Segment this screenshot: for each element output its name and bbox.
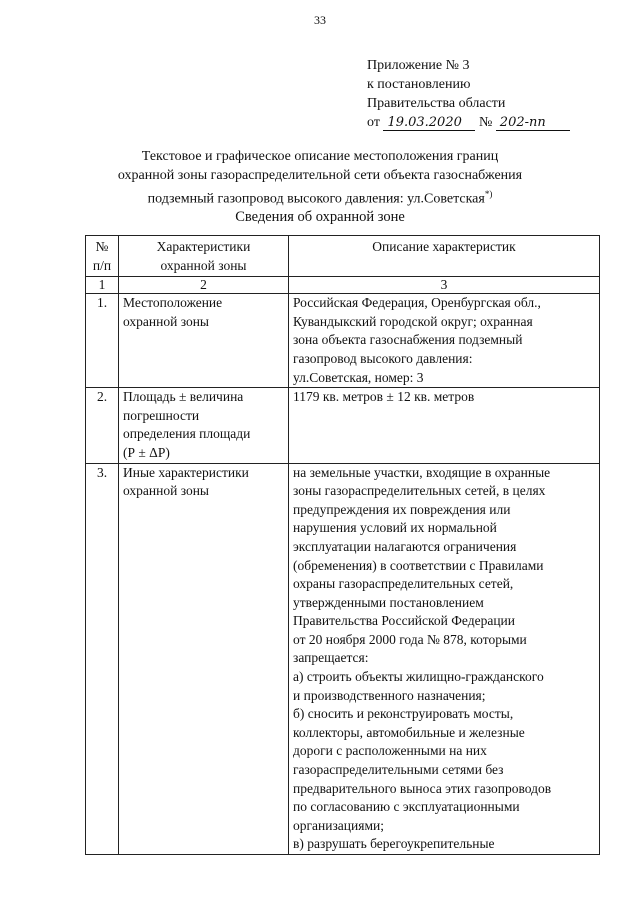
column-number-3: 3 <box>289 277 600 294</box>
appendix-date-line <box>367 113 570 132</box>
row-description: 1179 кв. метров ± 12 кв. метров <box>289 388 600 463</box>
column-number-2: 2 <box>119 277 289 294</box>
column-number-1: 1 <box>86 277 119 294</box>
header-characteristic: Характеристики охранной зоны <box>119 236 289 277</box>
appendix-block <box>367 56 570 132</box>
header-number: № п/п <box>86 236 119 277</box>
header-description: Описание характеристик <box>289 236 600 277</box>
appendix-line-1: Приложение № 3 <box>367 58 470 73</box>
column-number-row <box>86 277 600 294</box>
row-characteristic: Иные характеристики охранной зоны <box>119 463 289 854</box>
footnote-mark: *) <box>484 189 493 199</box>
number-prefix: № <box>478 115 493 130</box>
row-characteristic: Площадь ± величина погрешности определения площади (Р ± ΔР) <box>119 388 289 463</box>
date-prefix: от <box>367 115 380 130</box>
date-value: 19.03.2020 <box>383 116 475 131</box>
protection-zone-table <box>85 235 600 855</box>
row-number: 2. <box>86 388 119 463</box>
row-number: 1. <box>86 294 119 388</box>
row-description: Российская Федерация, Оренбургская обл., Кувандыкский городской округ; охранная зона объекта газоснабжения подземный газопровод высокого давления: ул.Советская, номер: 3 <box>289 294 600 388</box>
table-header-row <box>86 236 600 277</box>
page-number: 33 <box>314 13 326 27</box>
title-line-1: Текстовое и графическое описание местоположения границ <box>141 149 499 164</box>
appendix-line-3: Правительства области <box>367 96 506 111</box>
appendix-line-2: к постановлению <box>367 77 471 92</box>
title-line-3-text: подземный газопровод высокого давления: ул.Советская <box>147 191 485 207</box>
row-description: на земельные участки, входящие в охранные зоны газораспределительных сетей, в целях предупреждения их повреждения или нарушения условий их нормальной эксплуатации налагаются ограничения (обременения) в соответствии с Правилами охраны газораспределительных сетей, утвержденными постановлением Правительства Российской Федерации от 20 ноября 2000 года № 878, которыми запрещается: а) строить объекты жилищно-гражданского и производственного назначения; б) сносить и реконструировать мосты, коллекторы, автомобильные и железные дороги с расположенными на них газораспределительными сетями без предварительного выноса этих газопроводов по согласованию с эксплуатационными организациями; в) разрушать берегоукрепительные <box>289 463 600 854</box>
document-title <box>90 147 550 209</box>
row-characteristic: Местоположение охранной зоны <box>119 294 289 388</box>
table-row <box>86 294 600 388</box>
number-value: 202-пп <box>496 116 570 131</box>
title-line-2: охранной зоны газораспределительной сети объекта газоснабжения <box>117 168 523 183</box>
table-row <box>86 463 600 854</box>
document-subtitle: Сведения об охранной зоне <box>235 209 405 225</box>
row-number: 3. <box>86 463 119 854</box>
table-row <box>86 388 600 463</box>
title-line-3 <box>90 185 550 209</box>
